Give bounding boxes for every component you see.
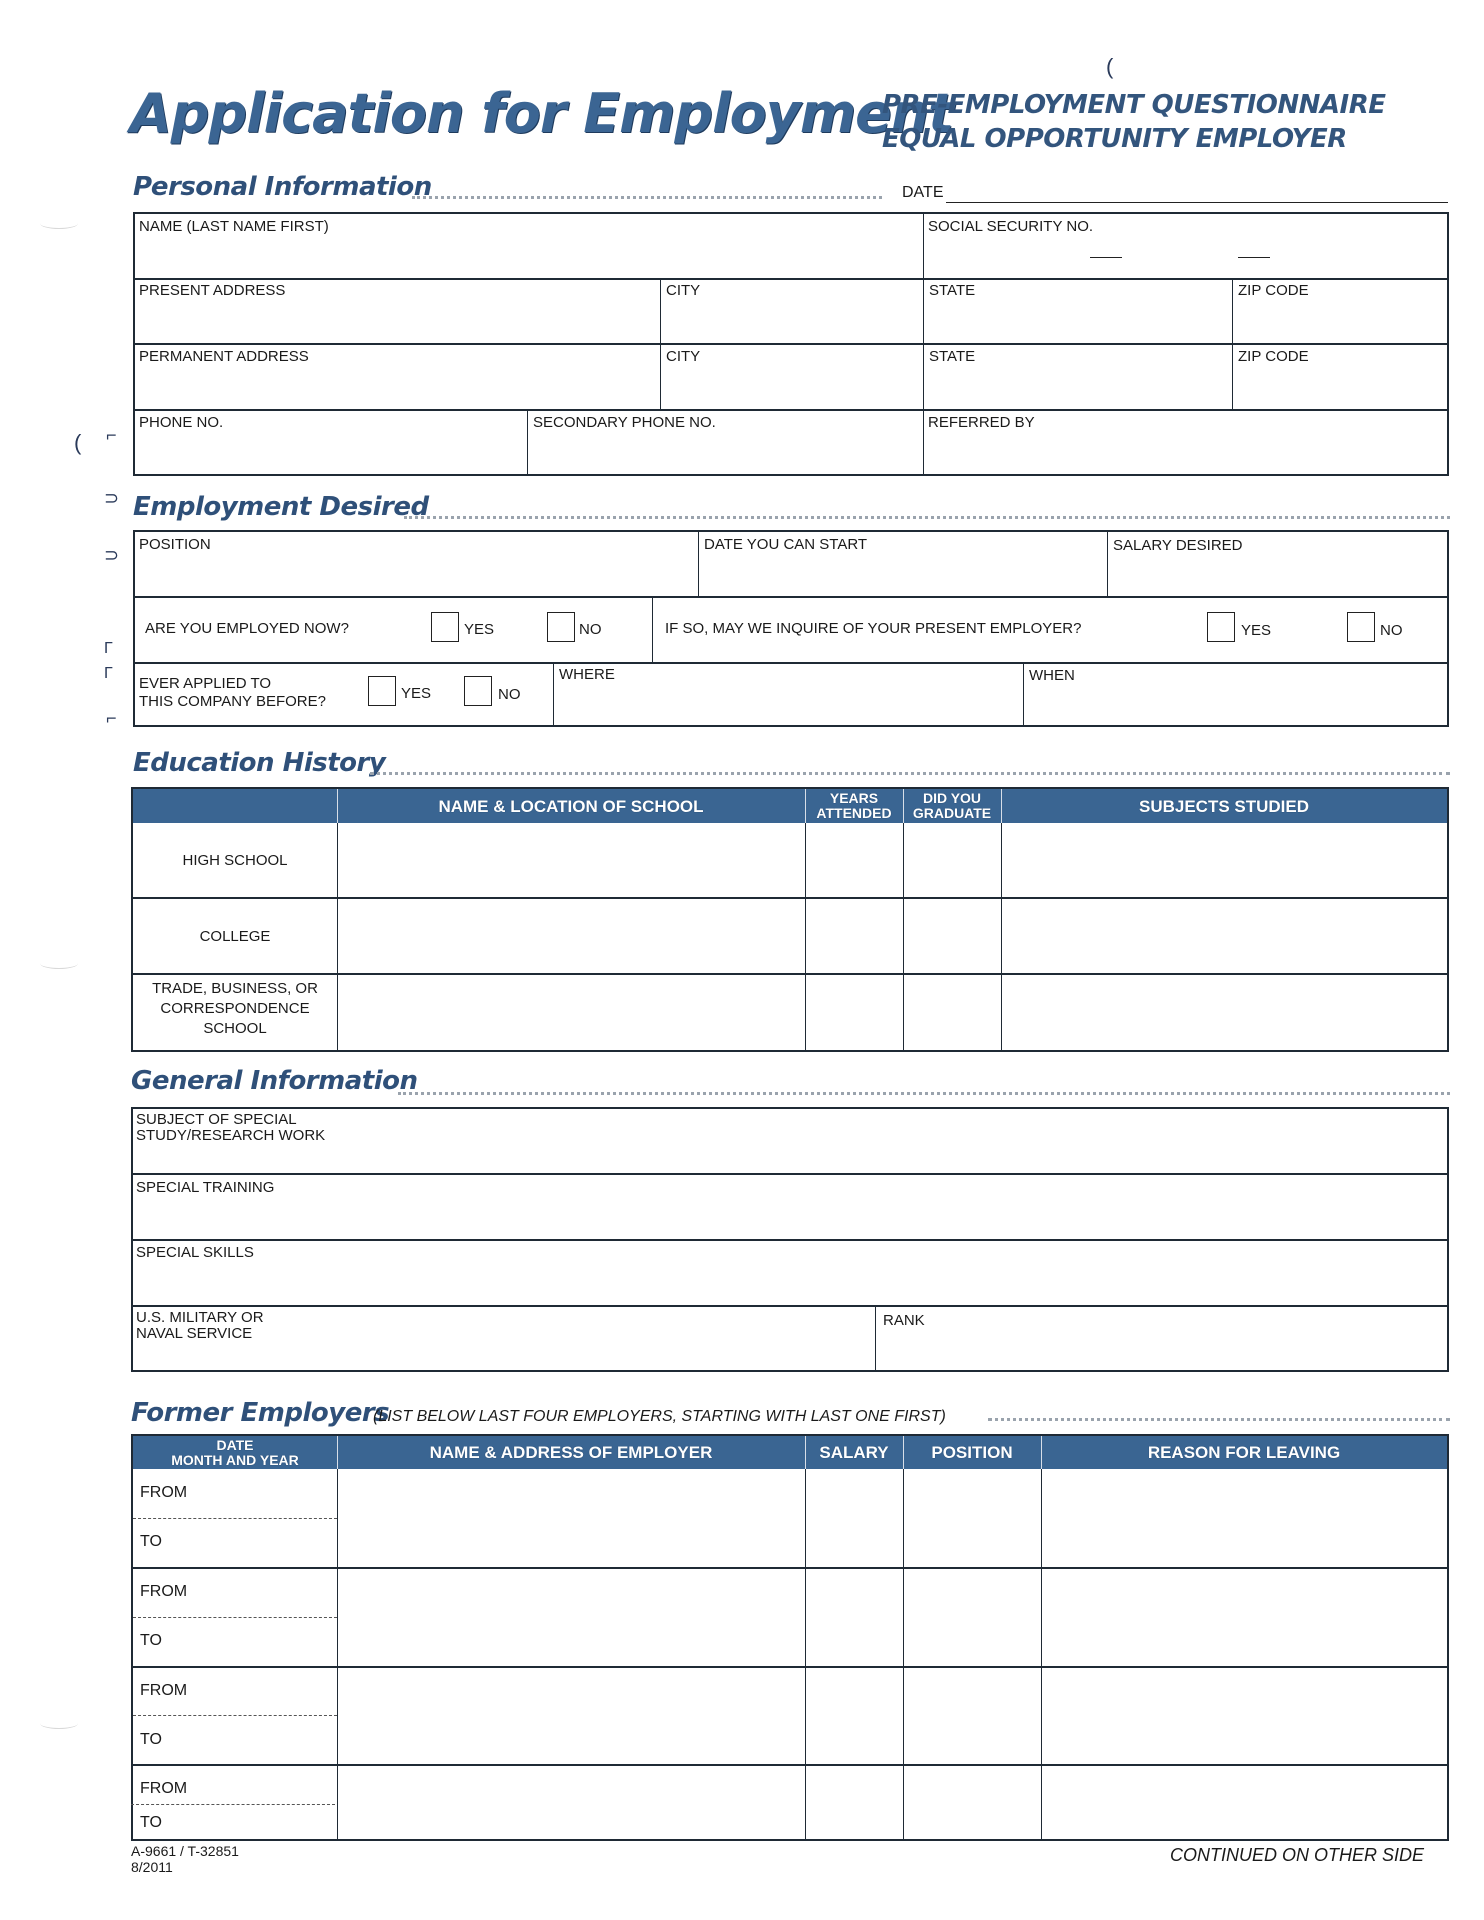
divider xyxy=(652,596,653,662)
divider xyxy=(133,1764,1447,1766)
start-date-field[interactable] xyxy=(704,556,1102,592)
row-label-trade-line1: TRADE, BUSINESS, OR xyxy=(152,980,318,997)
heading-rule xyxy=(412,190,882,199)
pencil-mark: ( xyxy=(1106,54,1114,79)
section-heading-employment-desired: Employment Desired xyxy=(133,492,429,522)
pencil-mark: ⌐ xyxy=(106,708,117,728)
header-date xyxy=(133,1436,337,1469)
where-label: WHERE xyxy=(559,666,615,683)
employer-2-to-label: TO xyxy=(140,1632,162,1649)
inquire-yes-checkbox[interactable] xyxy=(1207,612,1235,642)
employer-4-to-label: TO xyxy=(140,1814,162,1831)
pencil-mark: ⌐ xyxy=(106,425,117,445)
referred-by-label: REFERRED BY xyxy=(928,414,1035,431)
ssn-field[interactable] xyxy=(928,236,1443,274)
present-state-field[interactable] xyxy=(929,302,1227,340)
employed-now-yes-checkbox[interactable] xyxy=(431,612,459,642)
trade-graduate-field[interactable] xyxy=(905,975,999,1049)
section-heading-education: Education History xyxy=(133,748,386,778)
salary-desired-label: SALARY DESIRED xyxy=(1113,537,1243,554)
divider xyxy=(135,596,1447,598)
former-employers-table xyxy=(131,1434,1449,1841)
employer-4-salary-field[interactable] xyxy=(807,1767,901,1839)
pencil-mark: Г xyxy=(104,640,113,657)
section-heading-personal: Personal Information xyxy=(133,172,432,202)
rank-label: RANK xyxy=(883,1312,925,1329)
military-label-line2: NAVAL SERVICE xyxy=(136,1325,253,1342)
divider xyxy=(1107,532,1108,596)
present-zip-field[interactable] xyxy=(1238,302,1443,340)
divider xyxy=(698,532,699,596)
military-label-line1: U.S. MILITARY OR xyxy=(136,1309,264,1326)
heading-rule xyxy=(988,1412,1450,1421)
employer-1-reason-field[interactable] xyxy=(1043,1472,1443,1565)
employer-3-reason-field[interactable] xyxy=(1043,1669,1443,1762)
employer-4-reason-field[interactable] xyxy=(1043,1767,1443,1839)
employed-now-no-label: NO xyxy=(579,621,602,638)
header-school-name: NAME & LOCATION OF SCHOOL xyxy=(438,796,704,816)
permanent-zip-label: ZIP CODE xyxy=(1238,348,1309,365)
employer-1-to-label: TO xyxy=(140,1533,162,1550)
row-label-high-school: HIGH SCHOOL xyxy=(182,852,288,869)
applied-before-yes-label: YES xyxy=(401,685,432,702)
college-subjects-field[interactable] xyxy=(1003,899,1443,971)
employer-2-salary-field[interactable] xyxy=(807,1570,901,1664)
employer-1-to-field[interactable] xyxy=(173,1522,333,1564)
employer-2-position-field[interactable] xyxy=(905,1570,1039,1664)
employer-2-name-field[interactable] xyxy=(339,1570,803,1664)
employer-3-to-label: TO xyxy=(140,1731,162,1748)
applied-before-question-line1: EVER APPLIED TO xyxy=(139,675,272,692)
former-employers-instruction: (LIST BELOW LAST FOUR EMPLOYERS, STARTING WITH LAST ONE FIRST) xyxy=(373,1408,946,1425)
special-study-label-line1: SUBJECT OF SPECIAL xyxy=(136,1111,297,1128)
from-to-divider xyxy=(133,1617,337,1618)
special-skills-field[interactable] xyxy=(136,1264,1444,1302)
divider xyxy=(1023,662,1024,725)
header-years-line2: ATTENDED xyxy=(816,805,892,821)
applied-before-yes-checkbox[interactable] xyxy=(368,676,396,706)
divider xyxy=(337,823,338,1050)
employer-4-position-field[interactable] xyxy=(905,1767,1039,1839)
college-graduate-field[interactable] xyxy=(905,899,999,971)
divider xyxy=(875,1305,876,1370)
employer-1-position-field[interactable] xyxy=(905,1472,1039,1565)
when-label: WHEN xyxy=(1029,667,1075,684)
employer-1-salary-field[interactable] xyxy=(807,1472,901,1565)
general-info-box xyxy=(131,1107,1449,1372)
name-field[interactable] xyxy=(139,236,919,274)
ssn-label: SOCIAL SECURITY NO. xyxy=(928,218,1094,235)
divider xyxy=(527,409,528,474)
permanent-state-field[interactable] xyxy=(929,367,1227,405)
salary-desired-field[interactable] xyxy=(1113,556,1443,592)
present-city-field[interactable] xyxy=(666,302,918,340)
divider xyxy=(133,1239,1447,1241)
date-field[interactable] xyxy=(946,180,1448,203)
header-grad-line2: GRADUATE xyxy=(912,805,992,821)
employers-table-header xyxy=(133,1436,1447,1469)
divider xyxy=(135,662,1447,664)
high-school-graduate-field[interactable] xyxy=(905,825,999,895)
header-subjects-studied: SUBJECTS STUDIED xyxy=(1138,796,1310,816)
name-label: NAME (LAST NAME FIRST) xyxy=(139,218,329,235)
employer-3-name-field[interactable] xyxy=(339,1669,803,1762)
divider xyxy=(135,278,1447,280)
pencil-mark: ⊃ xyxy=(104,488,120,508)
inquire-no-checkbox[interactable] xyxy=(1347,612,1375,642)
where-field[interactable] xyxy=(559,686,1019,722)
position-label: POSITION xyxy=(139,536,211,553)
header-grad-line1: DID YOU xyxy=(922,790,982,806)
when-field[interactable] xyxy=(1029,686,1443,722)
divider xyxy=(1232,278,1233,409)
from-to-divider xyxy=(133,1518,337,1519)
divider xyxy=(903,823,904,1050)
trade-name-field[interactable] xyxy=(339,975,803,1049)
header-date-line1: DATE xyxy=(216,1436,254,1453)
inquire-employer-question: IF SO, MAY WE INQUIRE OF YOUR PRESENT EMPLOYER? xyxy=(665,620,1082,637)
applied-before-no-checkbox[interactable] xyxy=(464,676,492,706)
header-date-line2: MONTH AND YEAR xyxy=(171,1451,299,1468)
pencil-mark: Г xyxy=(104,665,113,682)
form-title: Application for Employment xyxy=(130,82,954,145)
pencil-mark: ⊃ xyxy=(104,545,120,565)
employer-1-from-label: FROM xyxy=(140,1484,188,1501)
divider xyxy=(660,278,661,409)
permanent-address-field[interactable] xyxy=(139,367,654,405)
row-label-trade-line3: SCHOOL xyxy=(203,1020,267,1037)
header-blank xyxy=(133,789,337,823)
row-label-trade-line2: CORRESPONDENCE xyxy=(160,1000,310,1017)
permanent-city-field[interactable] xyxy=(666,367,918,405)
divider xyxy=(337,1469,338,1839)
heading-rule xyxy=(370,766,1450,775)
divider xyxy=(135,343,1447,345)
secondary-phone-label: SECONDARY PHONE NO. xyxy=(533,414,716,431)
form-subtitle-questionnaire: PRE-EMPLOYMENT QUESTIONNAIRE xyxy=(882,90,1386,120)
rank-field[interactable] xyxy=(883,1331,1443,1368)
section-heading-former-employers: Former Employers xyxy=(131,1398,390,1428)
employed-now-question: ARE YOU EMPLOYED NOW? xyxy=(145,620,349,637)
employer-4-to-field[interactable] xyxy=(173,1804,333,1838)
position-field[interactable] xyxy=(139,556,692,592)
divider xyxy=(133,1666,1447,1668)
from-to-divider xyxy=(131,1804,335,1805)
present-zip-label: ZIP CODE xyxy=(1238,282,1309,299)
section-heading-general: General Information xyxy=(131,1066,418,1096)
heading-rule xyxy=(398,1086,1450,1095)
divider xyxy=(133,1173,1447,1175)
present-city-label: CITY xyxy=(666,282,701,299)
permanent-zip-field[interactable] xyxy=(1238,367,1443,405)
divider xyxy=(805,823,806,1050)
employer-2-from-field[interactable] xyxy=(193,1572,333,1614)
present-address-label: PRESENT ADDRESS xyxy=(139,282,286,299)
divider xyxy=(923,214,924,474)
start-date-label: DATE YOU CAN START xyxy=(704,536,868,553)
row-label-college: COLLEGE xyxy=(199,928,271,945)
college-name-field[interactable] xyxy=(339,899,803,971)
employer-4-name-field[interactable] xyxy=(339,1767,803,1839)
header-did-you-graduate xyxy=(903,789,1001,823)
applied-before-question-line2: THIS COMPANY BEFORE? xyxy=(139,693,326,710)
special-training-label: SPECIAL TRAINING xyxy=(136,1179,275,1196)
header-reason-for-leaving: REASON FOR LEAVING xyxy=(1147,1443,1341,1462)
trade-years-field[interactable] xyxy=(807,975,901,1049)
divider xyxy=(903,1469,904,1839)
special-study-label-line2: STUDY/RESEARCH WORK xyxy=(136,1127,326,1144)
form-revision-date: 8/2011 xyxy=(131,1859,173,1875)
header-years-attended xyxy=(805,789,903,823)
pencil-mark: ( xyxy=(74,430,82,455)
punch-hole-mark xyxy=(40,218,78,229)
permanent-address-label: PERMANENT ADDRESS xyxy=(139,348,309,365)
punch-hole-mark xyxy=(40,1718,78,1729)
inquire-yes-label: YES xyxy=(1241,622,1272,639)
employer-3-to-field[interactable] xyxy=(173,1720,333,1762)
special-training-field[interactable] xyxy=(136,1199,1444,1237)
employed-now-yes-label: YES xyxy=(464,621,495,638)
inquire-no-label: NO xyxy=(1380,622,1403,639)
from-to-divider xyxy=(133,1715,337,1716)
header-position: POSITION xyxy=(931,1443,1013,1462)
divider xyxy=(1041,1469,1042,1839)
personal-info-box xyxy=(133,212,1449,476)
employer-2-reason-field[interactable] xyxy=(1043,1570,1443,1664)
education-table-header xyxy=(133,789,1447,823)
employer-2-from-label: FROM xyxy=(140,1583,188,1600)
header-employer-name: NAME & ADDRESS OF EMPLOYER xyxy=(429,1443,713,1462)
high-school-name-field[interactable] xyxy=(339,825,803,895)
secondary-phone-field[interactable] xyxy=(533,434,918,470)
employed-now-no-checkbox[interactable] xyxy=(547,612,575,642)
present-state-label: STATE xyxy=(929,282,976,299)
special-skills-label: SPECIAL SKILLS xyxy=(136,1244,254,1261)
college-years-field[interactable] xyxy=(807,899,901,971)
employment-desired-box xyxy=(133,530,1449,727)
high-school-subjects-field[interactable] xyxy=(1003,825,1443,895)
employer-4-from-label: FROM xyxy=(140,1780,188,1797)
military-field[interactable] xyxy=(136,1343,871,1368)
punch-hole-mark xyxy=(40,958,78,969)
referred-by-field[interactable] xyxy=(928,434,1443,470)
divider xyxy=(1001,823,1002,1050)
divider xyxy=(135,409,1447,411)
header-years-line1: YEARS xyxy=(829,790,879,806)
form-subtitle-eoe: EQUAL OPPORTUNITY EMPLOYER xyxy=(882,124,1347,154)
phone-field[interactable] xyxy=(139,434,522,470)
form-number: A-9661 / T-32851 xyxy=(131,1843,239,1859)
employer-3-salary-field[interactable] xyxy=(807,1669,901,1762)
employer-3-from-label: FROM xyxy=(140,1682,188,1699)
permanent-state-label: STATE xyxy=(929,348,976,365)
header-salary: SALARY xyxy=(819,1443,889,1462)
employer-2-to-field[interactable] xyxy=(173,1621,333,1663)
special-study-field[interactable] xyxy=(136,1145,1444,1171)
employer-3-from-field[interactable] xyxy=(193,1671,333,1713)
date-label: DATE xyxy=(902,184,944,201)
phone-label: PHONE NO. xyxy=(139,414,224,431)
present-address-field[interactable] xyxy=(139,302,654,340)
employer-1-from-field[interactable] xyxy=(193,1474,333,1514)
permanent-city-label: CITY xyxy=(666,348,701,365)
divider xyxy=(133,1567,1447,1569)
continued-notice: CONTINUED ON OTHER SIDE xyxy=(1170,1845,1425,1865)
heading-rule xyxy=(404,510,1450,519)
employer-4-from-field[interactable] xyxy=(193,1769,333,1799)
divider xyxy=(133,1305,1447,1307)
applied-before-no-label: NO xyxy=(498,686,521,703)
employer-1-name-field[interactable] xyxy=(339,1472,803,1565)
education-table xyxy=(131,787,1449,1052)
divider xyxy=(805,1469,806,1839)
divider xyxy=(553,662,554,725)
high-school-years-field[interactable] xyxy=(807,825,901,895)
trade-subjects-field[interactable] xyxy=(1003,975,1443,1049)
employer-3-position-field[interactable] xyxy=(905,1669,1039,1762)
